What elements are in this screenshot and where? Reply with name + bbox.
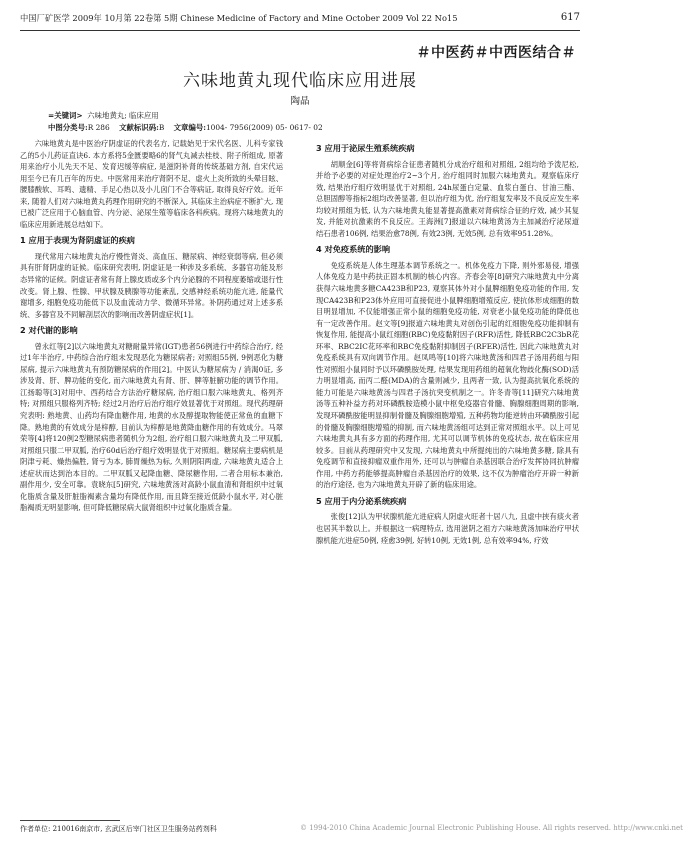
page-number: 617	[560, 12, 580, 23]
clc-label: 中图分类号:	[48, 123, 88, 132]
article-title: 六味地黄丸现代临床应用进展	[183, 71, 417, 91]
section-3-paragraph: 胡顺金[6]等将肾病综合征患者随机分成治疗组和对照组, 2组均给予泼尼松, 并给予必要的对症处理治疗2~3个月, 治疗组同时加服六味地黄丸。观察临床疗效, 结果治疗组疗效明显优于对照组, 24h尿蛋白定量、血浆白蛋白、甘油三酯、总胆固醇等指标2组均改善显著, 但以治疗组为优, 治疗组复发率及不良反应发生率均较对照组为低, 认为六味地黄丸能显著提高激素对肾病综合征的疗效, 减少其复发, 并能对抗激素的不良反应。王海洲[7]报道以六味地黄汤为主加减治疗泌尿道结石患者106例, 结果治愈78例, 有效23例, 无效5例, 总有效率951.28%。	[316, 159, 579, 238]
classification-row	[48, 122, 560, 134]
keywords: 六味地黄丸; 临床应用	[87, 111, 159, 120]
section-category: ＃中医药＃中西医结合＃	[416, 45, 576, 61]
keywords-label: =关键词>	[48, 111, 83, 120]
author-affiliation-footnote: 作者单位: 210016南京市, 玄武区后宰门社区卫生服务站药剂科	[20, 825, 217, 833]
copyright-watermark: © 1994-2010 China Academic Journal Electronic Publishing House. All rights reserved. http://www.cnki.net	[300, 824, 683, 832]
author: 陶晶	[290, 96, 310, 107]
article-no-label: 文章编号:	[173, 123, 206, 132]
article-meta	[48, 110, 560, 134]
section-1-paragraph: 现代常用六味地黄丸治疗慢性肾炎、高血压、糖尿病、神经衰弱等病, 但必须具有肝肾阴虚的证候。临床研究表明, 阴虚证是一种涉及多系统、多器官功能及形态异常的证候。阴虚证者常有肾上腺皮质或多个内分泌腺的不同程度萎缩或退行性改变。肾上腺、性腺、甲状腺及胰腺等功能紊乱, 交感神经系统功能亢进, 能量代谢增多, 细胞免疫功能低下以及血流动力学、微循环异常。补阴药通过对上述多系统、多器官及不同解剖层次的影响而改善阴虚症状[1]。	[20, 251, 283, 319]
doc-code-value: B	[158, 123, 165, 132]
left-column	[20, 138, 283, 514]
section-3-heading: 3 应用于泌尿生殖系统疾病	[316, 143, 415, 153]
running-header	[20, 12, 580, 28]
doc-code-label: 文献标识码:	[119, 123, 159, 132]
section-4-heading: 4 对免疫系统的影响	[316, 244, 391, 255]
keywords-row	[48, 110, 560, 122]
section-2-heading: 2 对代谢的影响	[20, 325, 78, 336]
article-no-value: 1004- 7956(2009) 05- 0617- 02	[205, 123, 323, 132]
intro-paragraph: 六味地黄丸是中医治疗阴虚证的代表名方, 记载始见于宋代名医、儿科专家钱乙的5小儿药证直诀6. 本方系将5金匮要略6的肾气丸减去桂枝、附子所组成, 原著用来治疗小儿先天不足、发育迟缓等病症, 是滋阴补肾的传统基础方剂, 自宋代运用至今已有几百年的历史。中医常用来治疗肾阴不足、虚火上炎所致的头晕目眩、腰膝酸软、耳鸣、遗精、手足心热以及小儿囟门不合等病证, 取得良好疗效。近年来, 随着人们对六味地黄丸药理作用研究的不断深入, 其临床主治病症不断扩大, 现已被广泛应用于心脑血管、内分泌、泌尿生殖等临床各科疾病。现将六味地黄丸的临床应用新进展总结如下。	[20, 139, 283, 229]
section-4-paragraph: 免疫系统是人体生理基本调节系统之一。机体免疫力下降, 则外邪易侵, 增强人体免疫力是中药扶正固本机制的核心内容。齐春会等[8]研究六味地黄丸中分离获得六味地黄多糖CA423B和P23, 观察其体外对小鼠脾细胞免疫功能的作用, 发现CA423B和P23体外应用可直接促进小鼠脾细胞增殖反应, 使抗体形成细胞的数目明显增加, 不仅能增强正常小鼠的细胞免疫功能, 对衰老小鼠免疫功能的降低也有一定改善作用。赵文等[9]报道六味地黄丸对创伤引起的红细胞免疫功能抑制有恢复作用, 能提高小鼠红细胞(RBC)免疫黏附因子(RFR)活性, 降低RBC2C3bR花环率、RBC2IC花环率和RBC免疫黏附抑制因子(RFER)活性, 因此六味地黄丸对免疫系统具有双向调节作用。赵凤鸣等[10]将六味地黄汤和四君子汤用药组与阳性对照组小鼠同时予以环磷酰胺处理, 结果发现用药组的超氧化物歧化酶(SOD)活力明显增高, 而丙二醛(MDA)的含量则减少, 且两者一致, 认为提高抗氧化系统的能力可能是六味地黄汤与四君子汤抗突变机制之一。许冬青等[11]研究六味地黄汤等五种补益方药对环磷酰胺造模小鼠中枢免疫器官骨髓、胸腺细胞周期的影响, 发现环磷酰胺能明显抑制骨髓及胸腺细胞增殖, 五种药物均能逆转由环磷酰胺引起的骨髓及胸腺细胞增殖的抑制, 而六味地黄汤组可达到正常对照组水平。以上可见六味地黄丸具有多方面的药理作用, 尤其可以调节机体的免疫状态, 故在临床应用较多。目前从药理研究中又发现, 六味地黄丸中所提纯出的六味地黄多糖, 除具有免疫调节和直接抑瘤双重作用外, 还可以与肿瘤自杀基因联合治疗发挥协同抗肿瘤作用, 中药方药能够提高肿瘤自杀基因治疗的效果, 这不仅为肿瘤治疗开辟一种新的治疗途径, 也为六味地黄丸开辟了新的临床用途。	[316, 260, 579, 490]
footnote-rule	[20, 820, 120, 821]
journal-citation: 中国厂矿医学 2009年 10月第 22卷第 5期 Chinese Medicine of Factory and Mine October 2009 Vol 22 No15	[20, 13, 458, 23]
section-1-heading: 1 应用于表现为肾阴虚证的疾病	[20, 235, 135, 246]
right-column	[316, 138, 579, 546]
clc-value: R 286	[87, 123, 110, 132]
section-5-heading: 5 应用于内分泌系统疾病	[316, 495, 407, 506]
header-rule	[20, 30, 580, 31]
section-5-paragraph: 张俊[12]认为甲状腺机能亢进症病人阴虚火旺者十居八九, 且虚中挟有痰火者也居其半数以上。并根据这一病理特点, 选用滋阴之祖方六味地黄汤加味治疗甲状腺机能亢进症50例, 痊愈39例, 好转10例, 无效1例, 总有效率94%, 疗效	[316, 512, 579, 545]
section-2-paragraph: 曾永红等[2]以六味地黄丸对糖耐量异常(IGT)患者56例进行中药综合治疗, 经过1年半治疗, 中药综合治疗组未发现恶化为糖尿病者; 对照组55例, 9例恶化为糖尿病, 提示六味地黄丸有预防糖尿病的作用[2]。中医认为糖尿病为 / 消渴0证, 多涉及肾、肝、脾功能的变化, 而六味地黄丸有肾、肝、脾等脏腑功能的调节作用。江扬聪等[3]对用中、西药结合方法治疗糖尿病, 治疗组口服六味地黄丸、格列齐特; 对照组只服格列齐特; 经过2月治疗后治疗组疗效显著优于对照组。现代药理研究表明: 熟地黄、山药均有降血糖作用, 地黄的水及醇提取物能使正常鱼的血糖下降。熟地黄的有效成分是梓醇, 目前认为梓醇是地黄降血糖作用的有效成分。马翠荣等[4]将120例2型糖尿病患者随机分为2组, 治疗组口服六味地黄丸及二甲双胍, 对照组只服二甲双胍, 治疗60d后治疗组疗效明显优于对照组。糖尿病主要病机是阴津亏耗、燥热偏胜, 肾亏为本, 肺胃燥热为标, 久则阴阳两虚, 六味地黄丸适合上述症状而达到治本目的。二甲双胍又起降血糖、降尿糖作用, 二者合用标本兼治, 副作用少, 安全可靠。袁晓东[5]研究, 六味地黄汤对高龄小鼠血清和肾组织中过氧化脂质含量及肝脏脂褐素含量均有降低作用, 而且降至接近低龄小鼠水平, 对心脏脂褐质无明显影响, 但可降低糖尿病大鼠肾组织中过氧化脂质含量。	[20, 341, 283, 513]
